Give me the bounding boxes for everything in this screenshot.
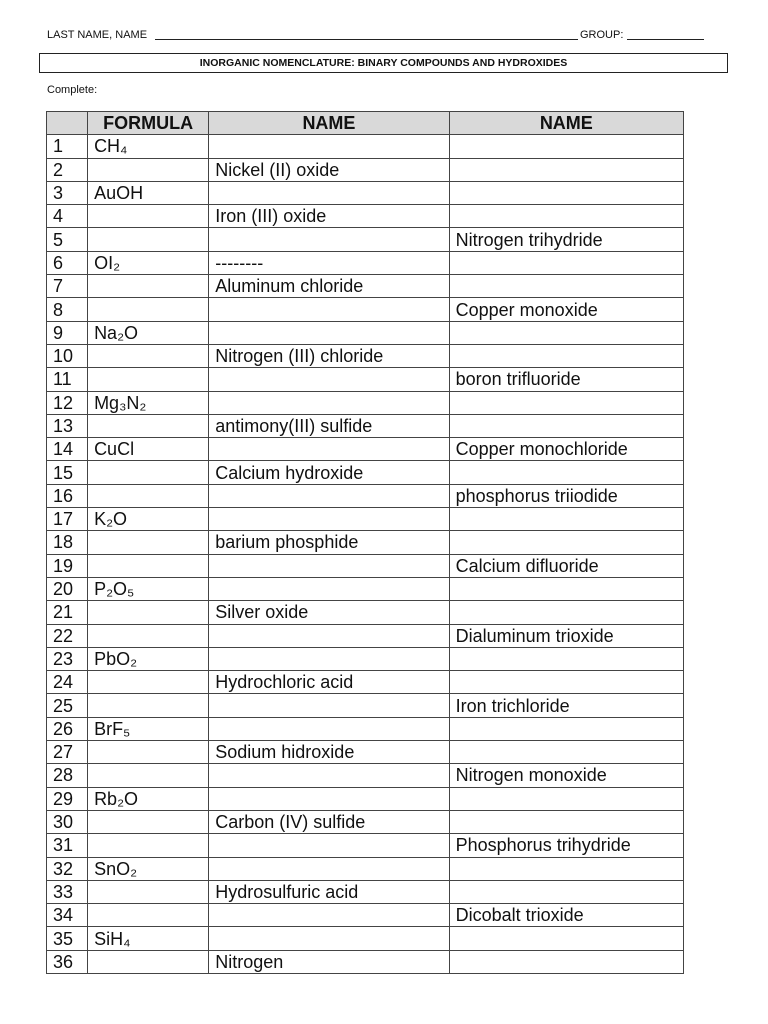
name-alt-cell[interactable]: [449, 950, 683, 973]
name-alt-cell[interactable]: [449, 275, 683, 298]
name-alt-cell[interactable]: [449, 810, 683, 833]
table-row: [47, 391, 684, 414]
formula-cell[interactable]: CuCl: [88, 438, 209, 461]
row-number: 6: [47, 251, 88, 274]
name-alt-cell[interactable]: [449, 158, 683, 181]
student-info-line: [47, 26, 707, 44]
formula-cell[interactable]: [88, 950, 209, 973]
name-alt-cell[interactable]: [449, 577, 683, 600]
row-number: 10: [47, 344, 88, 367]
name-cell[interactable]: [209, 508, 449, 531]
row-number: 2: [47, 158, 88, 181]
name-cell[interactable]: [209, 228, 449, 251]
formula-cell[interactable]: [88, 834, 209, 857]
name-cell[interactable]: barium phosphide: [209, 531, 449, 554]
row-number: 17: [47, 508, 88, 531]
table-row: [47, 904, 684, 927]
name-alt-cell[interactable]: Copper monochloride: [449, 438, 683, 461]
formula-cell[interactable]: K₂O: [88, 508, 209, 531]
table-row: [47, 135, 684, 158]
formula-cell[interactable]: [88, 531, 209, 554]
row-number: 21: [47, 601, 88, 624]
table-row: [47, 647, 684, 670]
name-cell[interactable]: [209, 554, 449, 577]
name-cell[interactable]: [209, 857, 449, 880]
name-cell[interactable]: [209, 368, 449, 391]
row-number: 33: [47, 880, 88, 903]
name-cell[interactable]: Aluminum chloride: [209, 275, 449, 298]
name-cell[interactable]: [209, 694, 449, 717]
table-row: [47, 787, 684, 810]
name-cell[interactable]: [209, 904, 449, 927]
formula-cell[interactable]: [88, 484, 209, 507]
name-cell[interactable]: [209, 577, 449, 600]
column-header-name: NAME: [209, 112, 449, 135]
name-cell[interactable]: [209, 321, 449, 344]
name-alt-cell[interactable]: Copper monoxide: [449, 298, 683, 321]
table-row: [47, 741, 684, 764]
row-number: 22: [47, 624, 88, 647]
row-number: 9: [47, 321, 88, 344]
name-cell[interactable]: --------: [209, 251, 449, 274]
table-row: [47, 554, 684, 577]
formula-cell[interactable]: [88, 554, 209, 577]
formula-cell[interactable]: [88, 694, 209, 717]
table-row: [47, 624, 684, 647]
name-cell[interactable]: [209, 181, 449, 204]
table-row: [47, 531, 684, 554]
group-blank[interactable]: [627, 39, 704, 40]
name-cell[interactable]: Carbon (IV) sulfide: [209, 810, 449, 833]
name-alt-cell[interactable]: [449, 741, 683, 764]
name-alt-cell[interactable]: [449, 344, 683, 367]
formula-cell[interactable]: OI₂: [88, 251, 209, 274]
table-row: [47, 181, 684, 204]
name-alt-cell[interactable]: [449, 717, 683, 740]
table-row: [47, 321, 684, 344]
formula-cell[interactable]: [88, 275, 209, 298]
table-row: [47, 438, 684, 461]
formula-cell[interactable]: AuOH: [88, 181, 209, 204]
row-number: 34: [47, 904, 88, 927]
row-number: 3: [47, 181, 88, 204]
name-alt-cell[interactable]: [449, 251, 683, 274]
name-alt-cell[interactable]: Dicobalt trioxide: [449, 904, 683, 927]
table-row: [47, 251, 684, 274]
name-cell[interactable]: Nitrogen: [209, 950, 449, 973]
name-cell[interactable]: Nickel (II) oxide: [209, 158, 449, 181]
table-row: [47, 275, 684, 298]
row-number: 30: [47, 810, 88, 833]
formula-cell[interactable]: Rb₂O: [88, 787, 209, 810]
formula-cell[interactable]: SiH₄: [88, 927, 209, 950]
worksheet-title: INORGANIC NOMENCLATURE: BINARY COMPOUNDS AND HYDROXIDES: [39, 53, 728, 73]
table-row: [47, 577, 684, 600]
formula-cell[interactable]: [88, 880, 209, 903]
name-alt-cell[interactable]: [449, 857, 683, 880]
row-number: 19: [47, 554, 88, 577]
row-number: 15: [47, 461, 88, 484]
name-cell[interactable]: [209, 927, 449, 950]
name-alt-cell[interactable]: [449, 508, 683, 531]
name-alt-cell[interactable]: [449, 391, 683, 414]
row-number: 20: [47, 577, 88, 600]
name-blank[interactable]: [155, 39, 578, 40]
instruction-text: Complete:: [47, 84, 98, 96]
formula-cell[interactable]: [88, 624, 209, 647]
table-header-row: [47, 112, 684, 135]
formula-cell[interactable]: [88, 904, 209, 927]
name-cell[interactable]: Hydrosulfuric acid: [209, 880, 449, 903]
table-row: [47, 228, 684, 251]
name-cell[interactable]: [209, 717, 449, 740]
table-row: [47, 158, 684, 181]
row-number: 32: [47, 857, 88, 880]
name-alt-cell[interactable]: [449, 321, 683, 344]
table-row: [47, 298, 684, 321]
name-alt-cell[interactable]: [449, 601, 683, 624]
column-header-formula: FORMULA: [88, 112, 209, 135]
formula-cell[interactable]: [88, 368, 209, 391]
name-cell[interactable]: [209, 787, 449, 810]
name-alt-cell[interactable]: [449, 880, 683, 903]
table-row: [47, 764, 684, 787]
formula-cell[interactable]: [88, 764, 209, 787]
table-row: [47, 950, 684, 973]
name-cell[interactable]: [209, 834, 449, 857]
formula-cell[interactable]: [88, 810, 209, 833]
table-row: [47, 344, 684, 367]
name-alt-cell[interactable]: Dialuminum trioxide: [449, 624, 683, 647]
table-row: [47, 461, 684, 484]
table-row: [47, 834, 684, 857]
row-number: 35: [47, 927, 88, 950]
table-row: [47, 694, 684, 717]
name-cell[interactable]: Nitrogen (III) chloride: [209, 344, 449, 367]
formula-cell[interactable]: P₂O₅: [88, 577, 209, 600]
row-number: 8: [47, 298, 88, 321]
name-alt-cell[interactable]: [449, 461, 683, 484]
name-cell[interactable]: [209, 484, 449, 507]
row-number: 16: [47, 484, 88, 507]
column-header-name-alt: NAME: [449, 112, 683, 135]
name-alt-cell[interactable]: Phosphorus trihydride: [449, 834, 683, 857]
name-label: LAST NAME, NAME: [47, 29, 148, 41]
name-alt-cell[interactable]: Iron trichloride: [449, 694, 683, 717]
name-alt-cell[interactable]: [449, 927, 683, 950]
name-alt-cell[interactable]: [449, 671, 683, 694]
formula-cell[interactable]: [88, 228, 209, 251]
name-alt-cell[interactable]: [449, 414, 683, 437]
table-row: [47, 601, 684, 624]
name-cell[interactable]: antimony(III) sulfide: [209, 414, 449, 437]
formula-cell[interactable]: [88, 414, 209, 437]
table-row: [47, 508, 684, 531]
table-row: [47, 205, 684, 228]
formula-cell[interactable]: [88, 205, 209, 228]
name-alt-cell[interactable]: Nitrogen monoxide: [449, 764, 683, 787]
name-cell[interactable]: Iron (III) oxide: [209, 205, 449, 228]
row-number: 27: [47, 741, 88, 764]
formula-cell[interactable]: [88, 741, 209, 764]
row-number: 14: [47, 438, 88, 461]
row-number: 24: [47, 671, 88, 694]
row-number: 5: [47, 228, 88, 251]
name-cell[interactable]: [209, 438, 449, 461]
row-number: 7: [47, 275, 88, 298]
row-number: 25: [47, 694, 88, 717]
table-row: [47, 880, 684, 903]
name-alt-cell[interactable]: phosphorus triiodide: [449, 484, 683, 507]
name-alt-cell[interactable]: [449, 181, 683, 204]
formula-cell[interactable]: Mg₃N₂: [88, 391, 209, 414]
formula-cell[interactable]: [88, 298, 209, 321]
name-alt-cell[interactable]: boron trifluoride: [449, 368, 683, 391]
table-row: [47, 368, 684, 391]
row-number: 26: [47, 717, 88, 740]
table-row: [47, 810, 684, 833]
row-number: 29: [47, 787, 88, 810]
name-cell[interactable]: [209, 298, 449, 321]
row-number: 28: [47, 764, 88, 787]
table-row: [47, 927, 684, 950]
row-number: 31: [47, 834, 88, 857]
name-cell[interactable]: Silver oxide: [209, 601, 449, 624]
name-alt-cell[interactable]: Nitrogen trihydride: [449, 228, 683, 251]
name-cell[interactable]: [209, 135, 449, 158]
table-row: [47, 484, 684, 507]
name-cell[interactable]: [209, 764, 449, 787]
name-cell[interactable]: [209, 391, 449, 414]
group-label: GROUP:: [580, 29, 624, 41]
formula-cell[interactable]: PbO₂: [88, 647, 209, 670]
table-row: [47, 717, 684, 740]
nomenclature-table: [46, 111, 684, 974]
formula-cell[interactable]: [88, 158, 209, 181]
table-row: [47, 857, 684, 880]
name-alt-cell[interactable]: [449, 135, 683, 158]
table-row: [47, 671, 684, 694]
formula-cell[interactable]: [88, 671, 209, 694]
name-alt-cell[interactable]: [449, 647, 683, 670]
row-number: 18: [47, 531, 88, 554]
row-number: 12: [47, 391, 88, 414]
name-cell[interactable]: Hydrochloric acid: [209, 671, 449, 694]
column-header-number: [47, 112, 88, 135]
name-alt-cell[interactable]: [449, 205, 683, 228]
formula-cell[interactable]: CH₄: [88, 135, 209, 158]
formula-cell[interactable]: [88, 461, 209, 484]
formula-cell[interactable]: Na₂O: [88, 321, 209, 344]
name-alt-cell[interactable]: [449, 787, 683, 810]
name-alt-cell[interactable]: Calcium difluoride: [449, 554, 683, 577]
name-cell[interactable]: Sodium hidroxide: [209, 741, 449, 764]
formula-cell[interactable]: [88, 344, 209, 367]
formula-cell[interactable]: SnO₂: [88, 857, 209, 880]
name-alt-cell[interactable]: [449, 531, 683, 554]
name-cell[interactable]: [209, 624, 449, 647]
formula-cell[interactable]: BrF₅: [88, 717, 209, 740]
table-row: [47, 414, 684, 437]
formula-cell[interactable]: [88, 601, 209, 624]
name-cell[interactable]: [209, 647, 449, 670]
row-number: 1: [47, 135, 88, 158]
row-number: 36: [47, 950, 88, 973]
row-number: 11: [47, 368, 88, 391]
row-number: 4: [47, 205, 88, 228]
row-number: 23: [47, 647, 88, 670]
name-cell[interactable]: Calcium hydroxide: [209, 461, 449, 484]
row-number: 13: [47, 414, 88, 437]
